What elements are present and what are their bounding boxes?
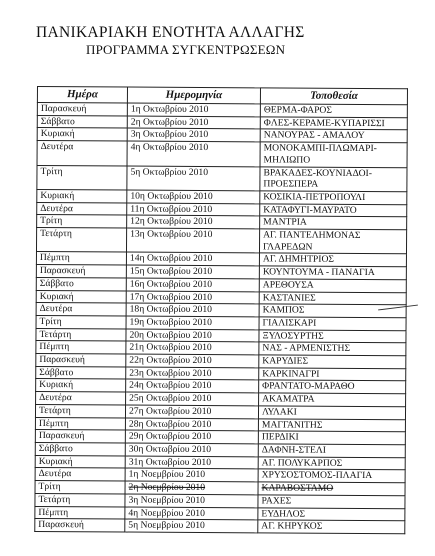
cell-place: [259, 279, 406, 293]
place-line-continued: ΓΛΑΡΕΔΩΝ: [262, 241, 313, 253]
cell-date: 3η Οκτωβρίου 2010: [127, 128, 260, 142]
cell-place: [258, 495, 405, 509]
table-row: [35, 519, 405, 534]
cell-date: 4η Οκτωβρίου 2010: [127, 141, 260, 166]
cell-date: 27η Οκτωβρίου 2010: [125, 405, 258, 419]
cell-place: [259, 266, 406, 280]
place-line: ΑΓ. ΚΗΡΥΚΟΣ: [261, 520, 323, 532]
header-day: Ημέρα: [37, 87, 127, 104]
cell-place: [259, 291, 406, 305]
cell-day: Παρασκευή: [36, 265, 126, 278]
cell-date: 1η Νοεμβρίου 2010: [125, 468, 258, 482]
cell-place: [260, 129, 407, 143]
cell-day: Τρίτη: [36, 315, 126, 328]
schedule-table: [34, 86, 408, 534]
cell-day: Παρασκευή: [37, 103, 127, 116]
table-row: [36, 228, 406, 255]
place-line: ΝΑΣ - ΑΡΜΕΝΙΣΤΗΣ: [262, 342, 351, 355]
table-body: [35, 103, 408, 534]
place-line: ΘΕΡΜΑ-ΦΑΡΟΣ: [263, 104, 333, 116]
cell-date: 4η Νοεμβρίου 2010: [125, 507, 258, 521]
place-line: ΞΥΛΟΣΥΡΤΗΣ: [262, 330, 324, 342]
cell-day: Τετάρτη: [36, 328, 126, 341]
cell-place: [258, 507, 405, 521]
cell-day: Δευτέρα: [36, 303, 126, 316]
place-line: ΑΡΕΘΟΥΣΑ: [262, 279, 314, 291]
place-line: ΦΡΑΝΤΑΤΟ-ΜΑΡΑΘΟ: [262, 380, 355, 393]
place-line: ΑΓ. ΠΑΝΤΕΛΗΜΟΝΑΣ: [263, 229, 361, 242]
cell-date: 16η Οκτωβρίου 2010: [126, 278, 259, 292]
place-line: ΒΡΑΚΑΔΕΣ-ΚΟΥΝΙΑΔΟΙ-: [263, 166, 372, 179]
cell-place: [259, 368, 406, 382]
place-line: ΑΚΑΜΑΤΡΑ: [262, 393, 315, 405]
cell-day: Τετάρτη: [35, 493, 125, 506]
cell-day: Κυριακή: [37, 189, 127, 202]
cell-place: [259, 330, 406, 344]
cell-place: [258, 520, 405, 534]
cell-place: [258, 457, 405, 471]
place-line: ΚΑΡΥΔΙΕΣ: [262, 355, 309, 367]
cell-date: 15η Οκτωβρίου 2010: [126, 265, 259, 279]
cell-place: [259, 229, 406, 254]
cell-date: 10η Οκτωβρίου 2010: [127, 190, 260, 204]
cell-date: 2η Νοεμβρίου 2010: [125, 481, 258, 495]
cell-place: [260, 142, 407, 167]
cell-date: 12η Οκτωβρίου 2010: [127, 215, 260, 229]
place-line: ΚΑΜΠΟΣ: [262, 304, 305, 316]
place-line: ΔΑΦΝΗ-ΣΤΕΛΙ: [261, 444, 327, 456]
cell-date: 3η Νοεμβρίου 2010: [125, 494, 258, 508]
place-line: ΜΑΓΓΑΝΙΤΗΣ: [261, 418, 323, 431]
place-line: ΧΡΥΣΟΣΤΟΜΟΣ-ΠΛΑΓΙΑ: [261, 469, 373, 482]
cell-date: 20η Οκτωβρίου 2010: [126, 329, 259, 343]
cell-place: [259, 393, 406, 407]
place-line: ΚΑΣΤΑΝΙΕΣ: [262, 291, 316, 304]
cell-day: Δευτέρα: [37, 202, 127, 215]
place-line: ΜΑΝΤΡΙΑ: [263, 216, 307, 228]
place-line: ΓΙΑΛΙΣΚΑΡΙ: [262, 317, 317, 329]
place-line: ΕΥΔΗΛΟΣ: [261, 507, 306, 520]
cell-date: 25η Οκτωβρίου 2010: [126, 392, 259, 406]
cell-day: Παρασκευή: [36, 354, 126, 367]
cell-day: Κυριακή: [36, 379, 126, 392]
cell-place: [260, 166, 407, 191]
cell-place: [258, 418, 405, 432]
cell-place: [258, 469, 405, 483]
cell-day: Παρασκευή: [35, 430, 125, 443]
cell-day: Πέμπτη: [35, 417, 125, 430]
cell-day: Δευτέρα: [36, 392, 126, 405]
cell-place: [259, 342, 406, 356]
cell-date: 31η Οκτωβρίου 2010: [125, 456, 258, 470]
cell-place: [259, 380, 406, 394]
cell-place: [258, 431, 405, 445]
cell-place: [259, 253, 406, 267]
cell-date: 21η Οκτωβρίου 2010: [126, 341, 259, 355]
cell-place: [259, 355, 406, 369]
cell-day: Σάββατο: [36, 366, 126, 379]
cell-place: [260, 191, 407, 205]
table-row: [37, 165, 407, 192]
place-line: ΚΑΡΚΙΝΑΓΡΙ: [262, 368, 320, 380]
cell-place: [260, 117, 407, 131]
cell-date: 5η Νοεμβρίου 2010: [125, 519, 258, 533]
cell-place: [259, 304, 406, 318]
cell-day: Δευτέρα: [35, 468, 125, 481]
header-place: Τοποθεσία: [260, 88, 407, 105]
place-line-continued: ΜΗΛΙΩΠΟ: [263, 154, 311, 166]
document-title: ΠΑΝΙΚΑΡΙΑΚΗ ΕΝΟΤΗΤΑ ΑΛΛΑΓΗΣ: [36, 24, 305, 41]
cell-day: Κυριακή: [37, 128, 127, 141]
place-line: ΚΟΣΙΚΙΑ-ΠΕΤΡΟΠΟΥΛΙ: [263, 191, 366, 203]
cell-place: [260, 216, 407, 230]
cell-day: Πέμπτη: [35, 506, 125, 519]
table-row: [37, 141, 407, 168]
cell-day: Τρίτη: [37, 215, 127, 228]
cell-date: 19η Οκτωβρίου 2010: [126, 316, 259, 330]
place-line: ΑΓ. ΠΟΛΥΚΑΡΠΟΣ: [261, 457, 343, 469]
cell-date: 22η Οκτωβρίου 2010: [126, 354, 259, 368]
cell-place: [259, 317, 406, 331]
cell-place: [258, 444, 405, 458]
cell-date: 28η Οκτωβρίου 2010: [125, 418, 258, 432]
cell-day: Σάββατο: [35, 442, 125, 455]
cell-day: Τετάρτη: [35, 404, 125, 417]
cell-date: 2η Οκτωβρίου 2010: [127, 116, 260, 130]
cell-day: Τετάρτη: [36, 228, 126, 253]
cell-place: [258, 482, 405, 496]
place-line: ΛΥΛΑΚΙ: [261, 406, 297, 418]
place-line: ΜΟΝΟΚΑΜΠΙ-ΠΛΩΜΑΡΙ-: [263, 142, 377, 155]
place-line: ΚΟΥΝΤΟΥΜΑ - ΠΑΝΑΓΙΑ: [262, 266, 375, 279]
cell-date: 18η Οκτωβρίου 2010: [126, 303, 259, 317]
cell-date: 24η Οκτωβρίου 2010: [126, 380, 259, 394]
place-line: ΑΓ. ΔΗΜΗΤΡΙΟΣ: [262, 253, 335, 266]
cell-date: 14η Οκτωβρίου 2010: [126, 252, 259, 266]
cell-day: Πέμπτη: [36, 341, 126, 354]
cell-date: 30η Οκτωβρίου 2010: [125, 443, 258, 457]
cell-date: 23η Οκτωβρίου 2010: [126, 367, 259, 381]
cell-day: Πέμπτη: [36, 252, 126, 265]
place-line-continued: ΠΡΟΕΣΠΕΡΑ: [263, 178, 319, 190]
document-subtitle: ΠΡΟΓΡΑΜΜΑ ΣΥΓΚΕΝΤΡΩΣΕΩΝ: [86, 42, 286, 57]
cell-place: [260, 104, 407, 118]
cell-day: Κυριακή: [36, 290, 126, 303]
cell-day: Κυριακή: [35, 455, 125, 468]
place-line: ΡΑΧΕΣ: [261, 495, 292, 507]
cell-day: Παρασκευή: [35, 519, 125, 532]
place-line: ΠΕΡΔΙΚΙ: [261, 431, 299, 443]
cell-day: Τρίτη: [37, 165, 127, 190]
cell-day: Σάββατο: [36, 277, 126, 290]
place-line: ΦΛΕΣ-ΚΕΡΑΜΕ-ΚΥΠΑΡΙΣΣΙ: [263, 117, 385, 129]
cell-place: [258, 406, 405, 420]
cell-date: 29η Οκτωβρίου 2010: [125, 430, 258, 444]
cell-day: Σάββατο: [37, 115, 127, 128]
cell-date: 11η Οκτωβρίου 2010: [127, 203, 260, 217]
cell-date: 13η Οκτωβρίου 2010: [126, 228, 259, 253]
place-line: ΚΑΡΑΒΟΣΤΑΜΟ: [261, 482, 334, 494]
place-line: ΝΑΝΟΥΡΑΣ - ΑΜΑΛΟΥ: [263, 129, 365, 142]
header-date: Ημερομηνία: [127, 87, 260, 104]
cell-place: [260, 203, 407, 217]
cell-day: Δευτέρα: [37, 141, 127, 166]
table-header-row: [37, 87, 407, 105]
cell-date: 1η Οκτωβρίου 2010: [127, 103, 260, 117]
cell-date: 5η Οκτωβρίου 2010: [127, 166, 260, 191]
cell-day: Τρίτη: [35, 481, 125, 494]
cell-date: 17η Οκτωβρίου 2010: [126, 291, 259, 305]
place-line: ΚΑΤΑΦΥΓΙ-ΜΑΥΡΑΤΟ: [263, 204, 357, 216]
